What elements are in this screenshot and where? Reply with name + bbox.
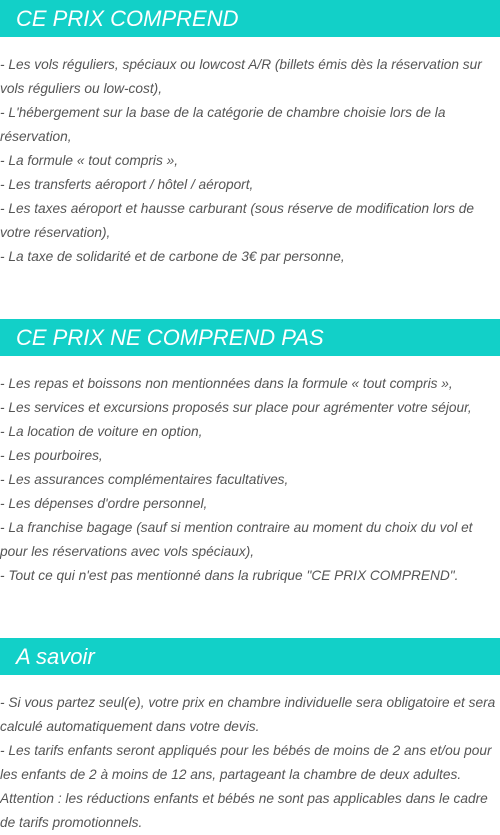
list-item: - Les taxes aéroport et hausse carburant (sous réserve de modification lors de votre réservation), xyxy=(0,201,474,240)
list-item: - L'hébergement sur la base de la catégorie de chambre choisie lors de la réservation, xyxy=(0,105,446,144)
section-included xyxy=(0,0,500,269)
list-item: - Si vous partez seul(e), votre prix en chambre individuelle sera obligatoire et sera calculé automatiquement dans votre devis. xyxy=(0,695,496,734)
list-item: - Les assurances complémentaires facultatives, xyxy=(0,472,289,487)
list-item: - Les tarifs enfants seront appliqués pour les bébés de moins de 2 ans et/ou pour les enfants de 2 à moins de 12 ans, partageant la chambre de deux adultes. xyxy=(0,743,492,782)
list-item: - La location de voiture en option, xyxy=(0,424,203,439)
list-item: - Les vols réguliers, spéciaux ou lowcost A/R (billets émis dès la réservation sur vols réguliers ou low-cost), xyxy=(0,57,482,96)
list-item: - La formule « tout compris », xyxy=(0,153,179,168)
list-item: - Les transferts aéroport / hôtel / aéroport, xyxy=(0,177,254,192)
list-item: - La franchise bagage (sauf si mention contraire au moment du choix du vol et pour les réservations avec vols spéciaux), xyxy=(0,520,473,559)
list-item: - Les repas et boissons non mentionnées dans la formule « tout compris », xyxy=(0,376,453,391)
list-item: - Les pourboires, xyxy=(0,448,103,463)
section-title-included: CE PRIX COMPREND xyxy=(0,0,500,37)
list-item: - Les services et excursions proposés sur place pour agrémenter votre séjour, xyxy=(0,400,472,415)
section-title-not-included: CE PRIX NE COMPREND PAS xyxy=(0,319,500,356)
section-body-not-included xyxy=(0,372,500,588)
section-body-included xyxy=(0,53,500,269)
list-item: Attention : les réductions enfants et bébés ne sont pas applicables dans le cadre de tarifs promotionnels. xyxy=(0,791,488,830)
list-item: - Tout ce qui n'est pas mentionné dans la rubrique "CE PRIX COMPREND". xyxy=(0,568,459,583)
section-title-good-to-know: A savoir xyxy=(0,638,500,675)
list-item: - Les dépenses d'ordre personnel, xyxy=(0,496,208,511)
section-good-to-know xyxy=(0,638,500,835)
section-not-included xyxy=(0,319,500,588)
list-item: - La taxe de solidarité et de carbone de 3€ par personne, xyxy=(0,249,345,264)
section-body-good-to-know xyxy=(0,691,500,835)
